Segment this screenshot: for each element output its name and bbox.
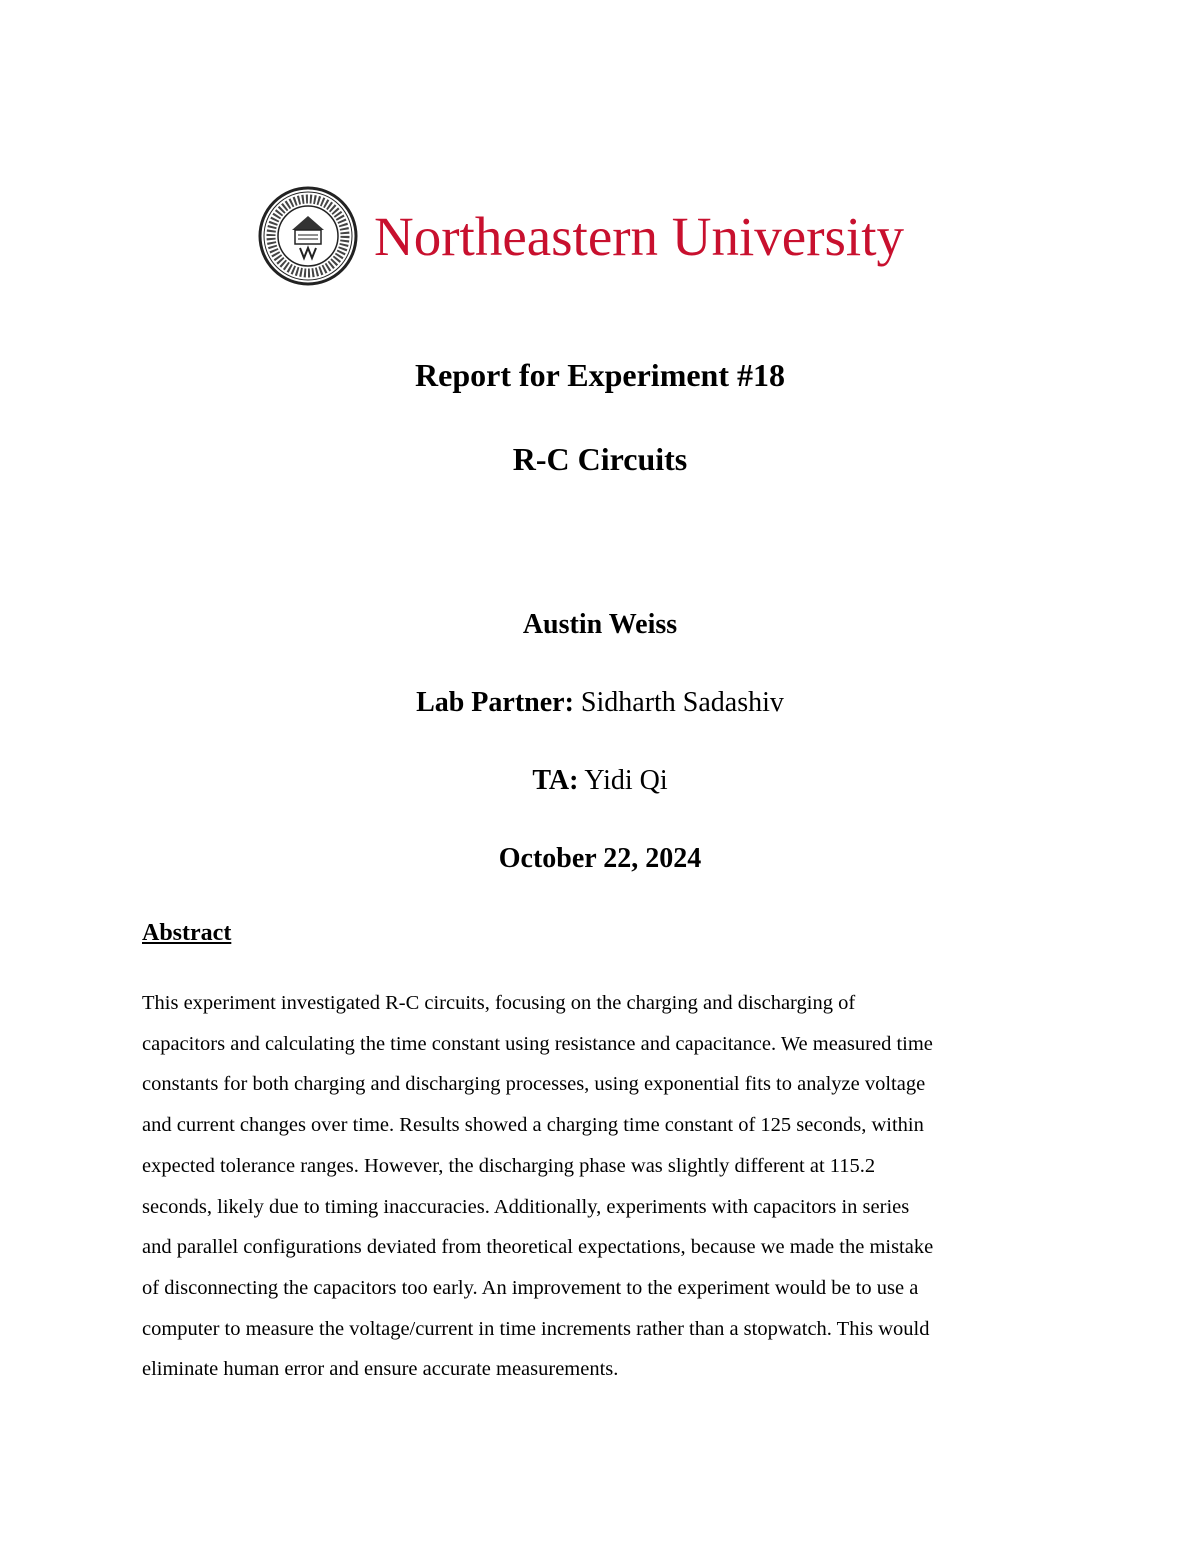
- lab-partner-label: Lab Partner:: [416, 687, 574, 718]
- abstract-line: This experiment investigated R-C circuits, focusing on the charging and discharging of: [142, 992, 856, 1014]
- abstract-body: [142, 983, 1062, 1390]
- university-logo: [258, 186, 958, 286]
- lab-partner-line: [0, 685, 1200, 721]
- report-date: October 22, 2024: [498, 843, 702, 874]
- abstract-line: and parallel configurations deviated from theoretical expectations, because we made the mistake: [142, 1236, 934, 1259]
- lab-partner-name: Sidharth Sadashiv: [573, 687, 784, 718]
- abstract-heading: Abstract: [142, 920, 232, 946]
- abstract-line: expected tolerance ranges. However, the discharging phase was slightly different at 115.2: [142, 1154, 876, 1177]
- university-seal-icon: [258, 186, 358, 286]
- university-wordmark: Northeastern University: [374, 206, 904, 267]
- abstract-line: seconds, likely due to timing inaccuracies. Additionally, experiments with capacitors in series: [142, 1195, 910, 1218]
- ta-label: TA:: [532, 765, 579, 796]
- abstract-line: constants for both charging and discharging processes, using exponential fits to analyze voltage: [142, 1073, 926, 1096]
- ta-name: Yidi Qi: [578, 765, 668, 796]
- abstract-line: and current changes over time. Results showed a charging time constant of 125 seconds, within: [142, 1114, 924, 1137]
- ta-line: [0, 763, 1200, 799]
- abstract-line: computer to measure the voltage/current in time increments rather than a stopwatch. This would: [142, 1317, 930, 1340]
- abstract-line: capacitors and calculating the time constant using resistance and capacitance. We measured time: [142, 1032, 933, 1055]
- report-subject: R-C Circuits: [512, 441, 688, 477]
- abstract-line: of disconnecting the capacitors too early. An improvement to the experiment would be to use a: [142, 1276, 919, 1299]
- report-title: Report for Experiment #18: [415, 357, 785, 393]
- author-name: Austin Weiss: [522, 609, 678, 640]
- abstract-line: eliminate human error and ensure accurate measurements.: [142, 1358, 619, 1381]
